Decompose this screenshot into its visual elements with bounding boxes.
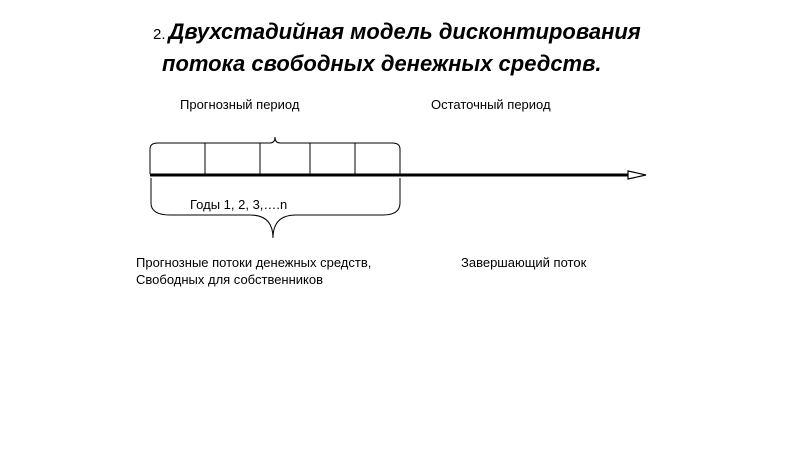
title-number: 2. [153,26,166,43]
forecast-top-brace [150,137,400,174]
forecast-flows-line-1: Прогнозные потоки денежных средств, [136,255,372,270]
slide-title-line-2: потока свободных денежных средств. [162,51,602,76]
years-label: Годы 1, 2, 3,….n [190,197,288,212]
title-text-1: Двухстадийная модель дисконтирования [168,19,641,44]
time-axis-arrow-icon [628,171,646,179]
forecast-flows-line-2: Свободных для собственников [136,272,324,287]
terminal-flow-label: Завершающий поток [461,255,587,270]
forecast-flows-label [136,254,371,288]
terminal-period-label: Остаточный период [431,97,551,112]
forecast-period-label: Прогнозный период [180,97,300,112]
